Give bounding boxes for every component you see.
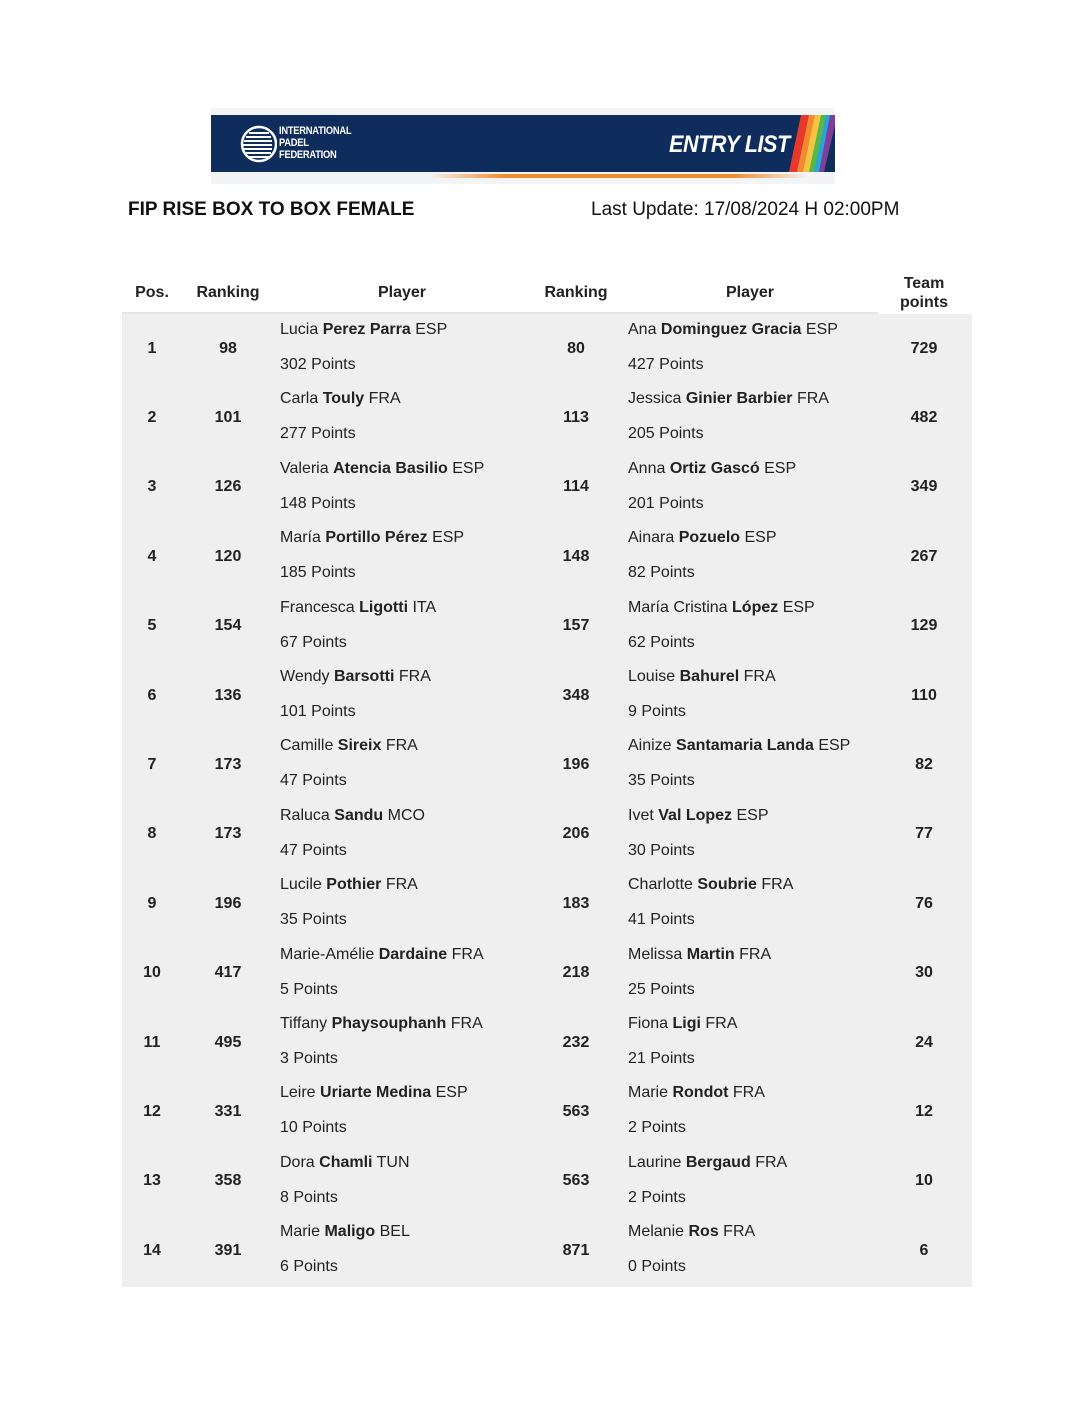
player-1-name [280, 1084, 468, 1102]
player-1-points: 101 Points [280, 703, 356, 720]
player-1-nationality: ITA [412, 598, 437, 616]
player-2-nationality: FRA [739, 945, 772, 963]
ranking-1-cell: 98 [219, 339, 237, 357]
player-2-first-name: Ana [628, 321, 657, 338]
player-1-last-name: Sandu [334, 806, 384, 824]
player-1-first-name: Raluca [280, 806, 330, 824]
team-points-cell: 82 [915, 756, 933, 774]
player-1-nationality: FRA [398, 668, 431, 685]
logo-line-3: FEDERATION [279, 149, 337, 161]
player-2-name [628, 876, 793, 894]
player-1-name [280, 321, 447, 339]
player-2-points: 9 Points [628, 703, 686, 720]
pos-cell: 7 [147, 756, 157, 774]
pos-cell: 4 [147, 547, 157, 565]
table-row [122, 661, 972, 730]
ranking-1-cell: 495 [214, 1033, 242, 1051]
player-1-last-name: Barsotti [333, 668, 395, 685]
header-ranking-2: Ranking [544, 284, 608, 301]
player-2-first-name: Melanie [628, 1223, 685, 1241]
player-2-name [628, 1154, 787, 1172]
player-1-nationality: FRA [451, 945, 484, 963]
team-points-cell: 482 [910, 409, 938, 427]
player-1-last-name: Pothier [326, 876, 382, 894]
player-2-points: 82 Points [628, 564, 695, 582]
pos-cell: 2 [147, 409, 157, 427]
ranking-1-cell: 391 [214, 1241, 242, 1259]
player-1-points: 302 Points [280, 356, 356, 373]
last-update: Last Update: 17/08/2024 H 02:00PM [591, 199, 900, 220]
player-2-last-name: Dominguez Gracia [660, 321, 802, 338]
player-1-points: 3 Points [280, 1050, 338, 1067]
pos-cell: 12 [143, 1103, 161, 1121]
player-2-last-name: Rondot [672, 1084, 729, 1102]
ranking-1-cell: 154 [214, 617, 242, 635]
pos-cell: 13 [143, 1172, 161, 1190]
player-1-last-name: Chamli [319, 1153, 373, 1171]
tournament-title: FIP RISE BOX TO BOX FEMALE [128, 199, 415, 220]
player-2-points: 2 Points [628, 1119, 686, 1137]
ranking-2-cell: 157 [562, 617, 590, 635]
player-2-first-name: Laurine [628, 1153, 682, 1171]
player-1-nationality: ESP [435, 1084, 468, 1102]
ranking-2-cell: 563 [562, 1103, 590, 1121]
player-2-first-name: Ainize [628, 737, 672, 755]
player-2-first-name: Melissa [628, 945, 683, 963]
player-2-name [628, 946, 771, 964]
player-1-first-name: Lucile [280, 876, 322, 894]
player-1-points: 47 Points [280, 772, 347, 790]
player-2-name [628, 668, 776, 686]
player-1-points: 148 Points [280, 494, 356, 512]
player-1-last-name: Ligotti [359, 598, 409, 616]
header-pos: Pos. [135, 284, 169, 301]
ranking-1-cell: 417 [214, 964, 242, 982]
ranking-2-cell: 196 [562, 756, 590, 774]
player-1-name [280, 390, 401, 408]
player-2-name [628, 460, 796, 478]
player-2-nationality: ESP [744, 529, 777, 547]
team-points-cell: 349 [910, 478, 938, 496]
player-1-points: 185 Points [280, 564, 356, 582]
player-2-first-name: Fiona [628, 1015, 669, 1032]
player-1-name [280, 668, 431, 686]
player-1-nationality: ESP [415, 321, 448, 338]
banner-title: ENTRY LIST [669, 131, 790, 158]
player-2-last-name: Ginier Barbier [685, 390, 793, 408]
table-row [122, 1147, 972, 1216]
player-2-name [628, 390, 829, 408]
player-1-last-name: Sireix [337, 737, 382, 755]
player-1-name [280, 946, 484, 964]
player-2-name [628, 1015, 737, 1033]
player-1-name [280, 1154, 410, 1172]
table-row [122, 1008, 972, 1077]
ranking-1-cell: 120 [214, 547, 242, 565]
player-1-first-name: Dora [280, 1153, 315, 1171]
ranking-2-cell: 183 [562, 894, 590, 912]
player-2-points: 41 Points [628, 911, 695, 929]
player-1-first-name: Francesca [280, 598, 355, 616]
pos-cell: 14 [143, 1241, 161, 1259]
player-1-last-name: Touly [322, 390, 365, 408]
player-2-points: 0 Points [628, 1258, 686, 1276]
player-1-last-name: Atencia Basilio [333, 459, 448, 477]
table-header [122, 270, 972, 314]
table-row [122, 730, 972, 799]
player-1-name [280, 1015, 483, 1033]
player-1-nationality: BEL [379, 1223, 410, 1241]
player-1-points: 10 Points [280, 1119, 347, 1137]
player-1-nationality: TUN [376, 1153, 410, 1171]
table-row [122, 1216, 972, 1285]
player-2-points: 25 Points [628, 980, 695, 998]
fip-logo-text [279, 125, 351, 161]
team-points-cell: 12 [915, 1103, 933, 1121]
player-2-last-name: Soubrie [697, 876, 757, 894]
team-points-cell: 6 [919, 1241, 929, 1259]
player-1-first-name: Carla [280, 390, 319, 408]
ranking-1-cell: 196 [214, 894, 242, 912]
player-2-first-name: Ainara [628, 529, 675, 547]
table-row [122, 314, 972, 383]
player-2-name [628, 1084, 765, 1102]
player-2-nationality: ESP [782, 598, 815, 616]
table-row [122, 800, 972, 869]
header-team-points [876, 274, 972, 312]
player-1-first-name: Camille [280, 737, 334, 755]
player-1-nationality: FRA [385, 876, 418, 894]
player-1-last-name: Portillo Pérez [325, 529, 428, 547]
ranking-2-cell: 871 [562, 1241, 590, 1259]
player-2-first-name: Louise [628, 668, 676, 685]
ranking-1-cell: 126 [214, 478, 242, 496]
pos-cell: 6 [147, 686, 157, 704]
player-2-points: 2 Points [628, 1188, 686, 1206]
ranking-2-cell: 348 [562, 686, 590, 704]
player-1-points: 277 Points [280, 425, 356, 443]
ranking-1-cell: 331 [214, 1103, 242, 1121]
player-2-nationality: ESP [805, 321, 838, 338]
player-1-first-name: Lucia [280, 321, 319, 338]
player-2-name [628, 529, 777, 547]
logo-line-2: PADEL [279, 137, 309, 149]
pos-cell: 1 [147, 339, 157, 357]
player-2-last-name: Martin [686, 945, 735, 963]
player-1-last-name: Maligo [324, 1223, 376, 1241]
player-2-name [628, 599, 815, 617]
player-2-first-name: Ivet [628, 806, 654, 824]
player-1-first-name: Marie [280, 1223, 321, 1241]
player-2-points: 35 Points [628, 772, 695, 790]
pos-cell: 8 [147, 825, 157, 843]
player-1-last-name: Perez Parra [322, 321, 411, 338]
player-1-nationality: ESP [432, 529, 465, 547]
banner-bar [211, 115, 835, 172]
ranking-1-cell: 101 [214, 409, 242, 427]
table-row [122, 522, 972, 591]
ranking-2-cell: 232 [562, 1033, 590, 1051]
player-2-nationality: FRA [723, 1223, 756, 1241]
player-2-last-name: Pozuelo [678, 529, 741, 547]
player-2-first-name: Jessica [628, 390, 682, 408]
team-points-cell: 129 [910, 617, 938, 635]
player-1-first-name: Tiffany [280, 1015, 328, 1032]
entry-list-banner [211, 108, 835, 184]
ranking-2-cell: 563 [562, 1172, 590, 1190]
pos-cell: 5 [147, 617, 157, 635]
team-points-cell: 76 [915, 894, 933, 912]
table-row [122, 869, 972, 938]
player-1-name [280, 1223, 410, 1241]
player-2-nationality: FRA [761, 876, 794, 894]
player-2-first-name: Charlotte [628, 876, 693, 894]
player-1-nationality: ESP [452, 459, 485, 477]
player-2-name [628, 807, 769, 825]
player-2-points: 21 Points [628, 1050, 695, 1067]
team-points-cell: 24 [915, 1033, 933, 1051]
team-points-cell: 267 [910, 547, 938, 565]
player-2-name [628, 321, 838, 339]
team-points-cell: 110 [911, 686, 937, 704]
ranking-2-cell: 113 [563, 409, 589, 427]
header-ranking-1: Ranking [196, 284, 260, 301]
player-2-nationality: ESP [818, 737, 851, 755]
player-1-first-name: Wendy [280, 668, 330, 685]
player-2-nationality: FRA [705, 1015, 738, 1032]
team-points-cell: 30 [915, 964, 933, 982]
player-1-points: 47 Points [280, 841, 347, 859]
player-1-name [280, 876, 418, 894]
player-1-name [280, 737, 418, 755]
header-player-2: Player [725, 284, 775, 301]
team-points-cell: 10 [915, 1172, 933, 1190]
player-2-last-name: Bahurel [679, 668, 740, 685]
player-1-first-name: Valeria [280, 459, 329, 477]
banner-underline [429, 174, 809, 178]
player-2-last-name: Ortiz Gascó [669, 459, 760, 477]
header-team-points-line-2: points [900, 294, 948, 311]
fip-logo-icon [237, 123, 277, 165]
entry-table [122, 270, 972, 1276]
player-1-nationality: FRA [368, 390, 401, 408]
player-1-nationality: FRA [385, 737, 418, 755]
player-2-first-name: Anna [628, 459, 666, 477]
ranking-1-cell: 173 [214, 756, 242, 774]
table-body [122, 314, 972, 1287]
player-1-name [280, 599, 436, 617]
player-1-name [280, 529, 464, 547]
player-2-last-name: Santamaria Landa [676, 737, 814, 755]
player-2-nationality: FRA [732, 1084, 765, 1102]
player-2-points: 427 Points [628, 356, 704, 373]
player-1-nationality: FRA [450, 1015, 483, 1032]
player-1-points: 5 Points [280, 980, 338, 998]
table-row [122, 939, 972, 1008]
ranking-2-cell: 218 [562, 964, 590, 982]
player-2-first-name: Marie [628, 1084, 669, 1102]
player-2-last-name: Ligi [672, 1015, 701, 1032]
player-2-points: 201 Points [628, 494, 704, 512]
header-player-1: Player [377, 284, 427, 301]
player-1-points: 8 Points [280, 1188, 338, 1206]
player-2-points: 62 Points [628, 633, 695, 651]
header-team-points-line-1: Team [903, 275, 945, 292]
logo-line-1: INTERNATIONAL [279, 125, 352, 137]
player-2-name [628, 737, 850, 755]
player-2-points: 205 Points [628, 425, 704, 443]
player-2-nationality: FRA [743, 668, 776, 685]
pos-cell: 11 [143, 1033, 161, 1051]
player-2-last-name: Val Lopez [658, 806, 733, 824]
table-row [122, 453, 972, 522]
player-2-nationality: FRA [755, 1153, 788, 1171]
pos-cell: 3 [147, 478, 157, 496]
player-2-name [628, 1223, 755, 1241]
ranking-2-cell: 206 [562, 825, 590, 843]
team-points-cell: 77 [915, 825, 933, 843]
player-1-points: 6 Points [280, 1258, 338, 1276]
pos-cell: 10 [143, 964, 161, 982]
player-1-nationality: MCO [387, 806, 425, 824]
player-1-last-name: Phaysouphanh [331, 1015, 447, 1032]
player-1-first-name: Marie-Amélie [280, 945, 375, 963]
ranking-1-cell: 358 [214, 1172, 242, 1190]
player-1-first-name: Leire [280, 1084, 316, 1102]
ranking-1-cell: 136 [214, 686, 242, 704]
color-stripes-icon [779, 115, 835, 172]
player-2-last-name: Ros [688, 1223, 719, 1241]
player-1-last-name: Dardaine [378, 945, 448, 963]
player-2-last-name: López [732, 598, 779, 616]
player-2-nationality: FRA [796, 390, 829, 408]
player-2-nationality: ESP [764, 459, 797, 477]
ranking-2-cell: 114 [563, 478, 589, 496]
table-row [122, 1077, 972, 1146]
ranking-2-cell: 148 [562, 547, 590, 565]
table-row [122, 592, 972, 661]
ranking-2-cell: 80 [567, 339, 585, 357]
player-2-nationality: ESP [736, 806, 769, 824]
player-1-last-name: Uriarte Medina [320, 1084, 432, 1102]
player-1-name [280, 460, 484, 478]
player-1-points: 67 Points [280, 633, 347, 651]
player-2-points: 30 Points [628, 841, 695, 859]
player-1-points: 35 Points [280, 911, 347, 929]
player-1-name [280, 807, 425, 825]
table-row [122, 383, 972, 452]
pos-cell: 9 [147, 894, 157, 912]
player-2-first-name: María Cristina [628, 598, 728, 616]
ranking-1-cell: 173 [214, 825, 242, 843]
player-1-first-name: María [280, 529, 321, 547]
team-points-cell: 729 [910, 339, 938, 357]
player-2-last-name: Bergaud [685, 1153, 751, 1171]
